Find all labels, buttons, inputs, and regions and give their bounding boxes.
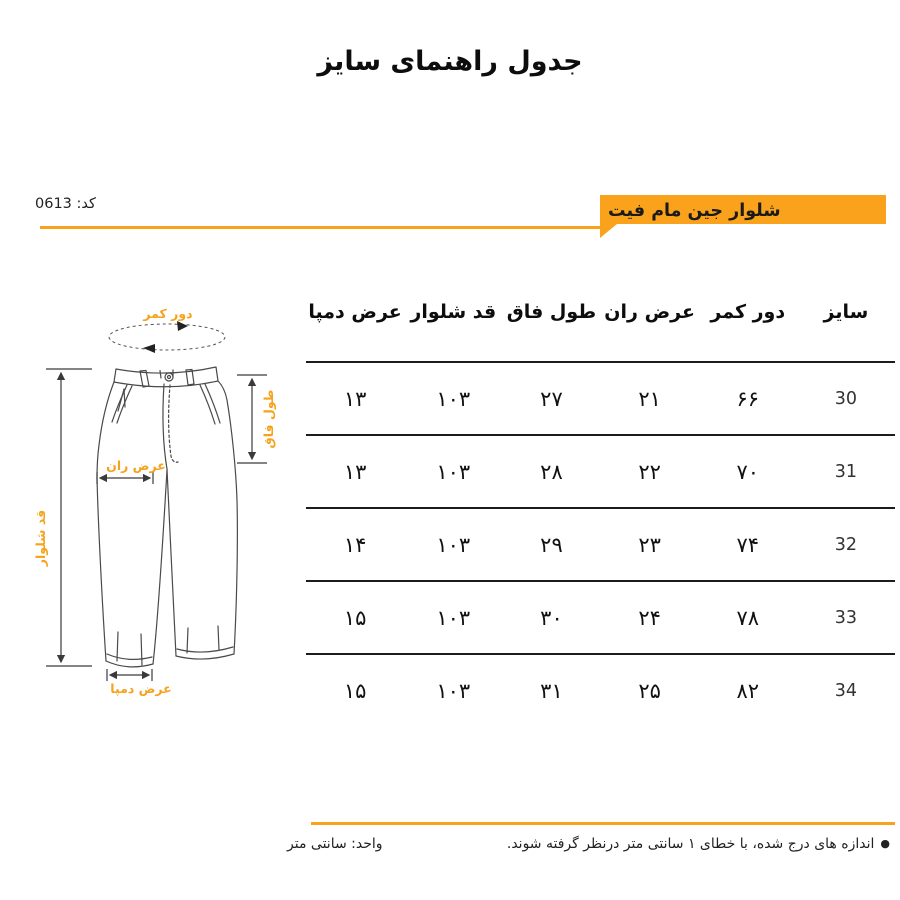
cell-size: 33 <box>797 581 895 654</box>
length-measure <box>46 369 92 666</box>
tolerance-note-text: اندازه های درج شده، با خطای ۱ سانتی متر درنظر گرفته شوند. <box>506 836 875 852</box>
cell-thigh: ۲۲ <box>601 435 699 508</box>
waist-arrowhead-top <box>177 321 188 331</box>
table-row <box>306 435 895 508</box>
banner-underline <box>40 226 600 229</box>
product-name: شلوار جین مام فیت <box>608 201 781 221</box>
cell-thigh: ۲۳ <box>601 508 699 581</box>
footer-divider <box>311 822 895 825</box>
cell-rise: ۲۹ <box>502 508 600 581</box>
cell-thigh: ۲۴ <box>601 581 699 654</box>
cell-size: 31 <box>797 435 895 508</box>
pants-drawing <box>97 367 237 667</box>
tolerance-note <box>507 836 890 852</box>
size-table <box>306 281 895 726</box>
cell-waist: ۷۰ <box>699 435 797 508</box>
waist-circumference-ellipse <box>109 321 225 353</box>
cell-rise: ۳۱ <box>540 678 563 703</box>
cell-size: 32 <box>797 508 895 581</box>
thigh-measure <box>97 472 153 484</box>
thigh-label: عرض ران <box>106 458 166 473</box>
cell-thigh: ۲۱ <box>601 362 699 435</box>
length-label: قد شلوار <box>33 509 48 567</box>
cell-waist: ۷۴ <box>699 508 797 581</box>
cell-hem: ۱۳ <box>306 435 404 508</box>
cell-hem: ۱۵ <box>306 581 404 654</box>
button-icon <box>165 373 173 381</box>
cell-size: 30 <box>797 362 895 435</box>
hem-measure <box>107 669 152 681</box>
bullet-icon: ● <box>880 837 890 850</box>
cell-length: ۱۰۳ <box>404 435 502 508</box>
cell-rise: ۲۸ <box>502 435 600 508</box>
pants-measurement-diagram <box>28 280 313 700</box>
waist-label: دور کمر <box>143 306 193 321</box>
cell-waist: ۷۸ <box>699 581 797 654</box>
unit-note: واحد: سانتی متر <box>287 836 383 852</box>
banner-tail-shape <box>600 224 617 238</box>
cell-hem: ۱۳ <box>306 362 404 435</box>
cell-thigh: ۲۵ <box>638 678 661 703</box>
page-title: جدول راهنمای سایز <box>317 46 583 77</box>
header-rise: طول فاق <box>502 281 600 362</box>
cell-length: ۱۰۳ <box>404 362 502 435</box>
cell-rise: ۲۷ <box>502 362 600 435</box>
hem-label: عرض دمپا <box>110 681 172 696</box>
product-code: کد: 0613 <box>35 196 96 212</box>
table-row <box>306 654 895 726</box>
header-thigh: عرض ران <box>601 281 699 362</box>
cell-waist: ۶۶ <box>699 362 797 435</box>
header-size: سایز <box>797 281 895 362</box>
waist-arrowhead-bottom <box>143 344 155 353</box>
cell-rise: ۳۰ <box>502 581 600 654</box>
cell-hem: ۱۴ <box>306 508 404 581</box>
cell-length: ۱۰۳ <box>404 581 502 654</box>
header-hem: عرض دمپا <box>306 281 404 362</box>
table-row <box>306 581 895 654</box>
cell-hem: ۱۵ <box>343 678 367 703</box>
table-row <box>306 508 895 581</box>
cell-waist: ۸۲ <box>736 678 760 703</box>
rise-label: طول فاق <box>261 389 276 449</box>
cell-length: ۱۰۳ <box>436 678 471 703</box>
cell-length: ۱۰۳ <box>404 508 502 581</box>
header-length: قد شلوار <box>404 281 502 362</box>
product-banner <box>600 195 886 224</box>
cell-size: 34 <box>834 680 858 701</box>
size-table-header-row <box>306 281 895 362</box>
header-waist: دور کمر <box>699 281 797 362</box>
table-row <box>306 362 895 435</box>
